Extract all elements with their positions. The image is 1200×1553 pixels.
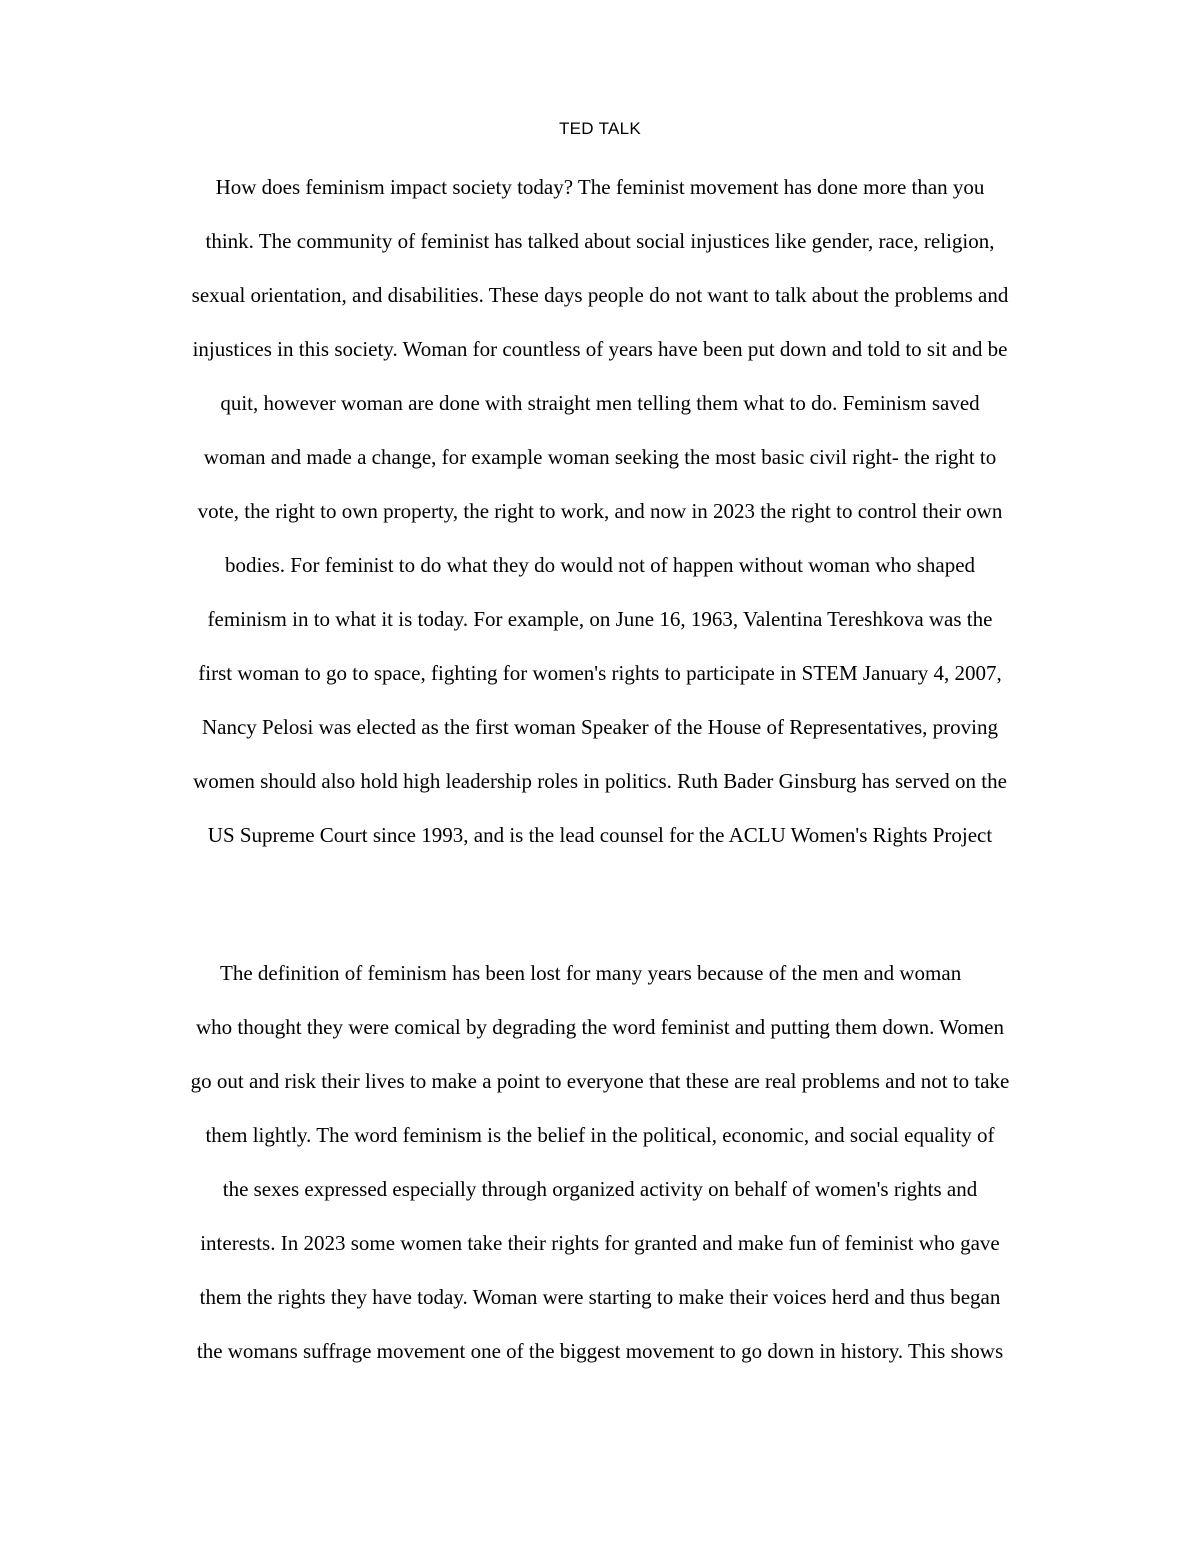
text-line: The definition of feminism has been lost for many years because of the men and woman xyxy=(220,961,962,985)
document-title: TED TALK xyxy=(558,119,642,138)
text-line: women should also hold high leadership roles in politics. Ruth Bader Ginsburg has served on the xyxy=(193,769,1007,793)
text-line: US Supreme Court since 1993, and is the lead counsel for the ACLU Women's Rights Project xyxy=(207,823,993,847)
text-line: woman and made a change, for example woman seeking the most basic civil right- the right to xyxy=(203,445,997,469)
text-line: who thought they were comical by degrading the word feminist and putting them down. Women xyxy=(195,1015,1004,1039)
paragraph-2 xyxy=(140,958,1060,1390)
text-line: vote, the right to own property, the right to work, and now in 2023 the right to control their own xyxy=(197,499,1003,523)
text-line: How does feminism impact society today? The feminist movement has done more than you xyxy=(215,175,985,199)
text-line: them lightly. The word feminism is the belief in the political, economic, and social equality of xyxy=(205,1123,995,1147)
text-line: think. The community of feminist has talked about social injustices like gender, race, religion, xyxy=(205,229,995,253)
text-line: feminism in to what it is today. For example, on June 16, 1963, Valentina Tereshkova was the xyxy=(207,607,993,631)
text-line: them the rights they have today. Woman were starting to make their voices herd and thus began xyxy=(199,1285,1001,1309)
text-line: quit, however woman are done with straight men telling them what to do. Feminism saved xyxy=(220,391,980,415)
text-line: the sexes expressed especially through organized activity on behalf of women's rights and xyxy=(222,1177,978,1201)
paragraph-1 xyxy=(140,172,1060,874)
text-line: bodies. For feminist to do what they do would not of happen without woman who shaped xyxy=(224,553,976,577)
text-line: the womans suffrage movement one of the biggest movement to go down in history. This shows xyxy=(196,1339,1004,1363)
text-line: sexual orientation, and disabilities. These days people do not want to talk about the problems and xyxy=(191,283,1009,307)
text-line: interests. In 2023 some women take their rights for granted and make fun of feminist who gave xyxy=(200,1231,1000,1255)
text-line: first woman to go to space, fighting for women's rights to participate in STEM January 4, 2007, xyxy=(198,661,1002,685)
text-line: injustices in this society. Woman for countless of years have been put down and told to sit and be xyxy=(192,337,1008,361)
text-line: go out and risk their lives to make a point to everyone that these are real problems and not to take xyxy=(190,1069,1010,1093)
text-line: Nancy Pelosi was elected as the first woman Speaker of the House of Representatives, proving xyxy=(201,715,999,739)
